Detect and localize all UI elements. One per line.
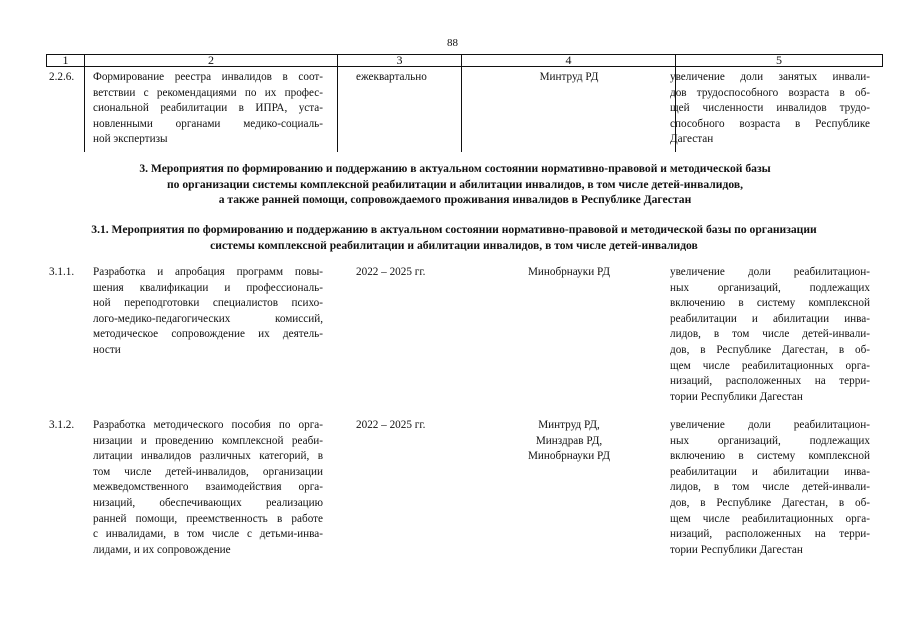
measure-text xyxy=(93,70,323,148)
executor-text xyxy=(464,418,674,465)
text-line: новленными органами медико-социаль- xyxy=(93,117,323,130)
text-line: увеличение доли занятых инвали- xyxy=(670,71,870,83)
section-3-1-heading xyxy=(44,222,864,253)
heading-line: системы комплексной реабилитации и абилитации инвалидов, в том числе детей-инвалидов xyxy=(210,238,698,252)
text-line: межведомственного взаимодействия орга- xyxy=(93,481,323,494)
section-3-heading xyxy=(40,161,870,208)
text-line: увеличение доли реабилитацион- xyxy=(670,266,870,278)
text-line: лидами, и их сопровождение xyxy=(93,543,231,556)
text-line: способного возраста в Республике xyxy=(670,117,870,130)
executor-text xyxy=(464,265,674,281)
text-line: методическое сопровождение их деятель- xyxy=(93,328,323,341)
text-line: Минобрнауки РД xyxy=(527,450,610,463)
period-text: 2022 – 2025 гг. xyxy=(356,266,426,278)
text-line: низации и проведению комплексной реаби- xyxy=(93,434,323,447)
text-line: реабилитации и абилитации инва- xyxy=(670,312,870,325)
text-line: включению в систему комплексной xyxy=(670,297,870,310)
column-header-table xyxy=(46,54,883,67)
text-line: реабилитации и абилитации инва- xyxy=(670,465,870,478)
text-line: ных организаций, подлежащих xyxy=(670,434,870,447)
heading-line: 3. Мероприятия по формированию и поддержанию в актуальном состоянии нормативно-правовой и методической базы xyxy=(139,162,771,175)
text-line: дов трудоспособного возраста в об- xyxy=(670,86,870,99)
text-line: ранней помощи, преемственность в работе xyxy=(93,512,323,525)
row-number: 3.1.1. xyxy=(49,266,75,278)
row-number: 3.1.2. xyxy=(49,419,75,431)
text-line: дов, в Республике Дагестан, в об- xyxy=(670,343,870,356)
text-line: тории Республики Дагестан xyxy=(670,390,803,403)
text-line: ветствии с рекомендациями по их профес- xyxy=(93,86,323,99)
text-line: том числе детей-инвалидов, организации xyxy=(93,465,323,478)
text-line: щем числе реабилитационных орга- xyxy=(670,512,870,525)
text-line: Минтруд РД xyxy=(539,71,599,83)
column-header-5: 5 xyxy=(676,55,883,67)
text-line: Минобрнауки РД xyxy=(527,266,610,278)
column-header-row xyxy=(47,55,883,67)
text-line: литации инвалидов различных категорий, в xyxy=(93,450,323,463)
text-line: щей численности инвалидов трудо- xyxy=(670,102,870,115)
text-line: Разработка и апробация программ повы- xyxy=(93,266,323,278)
text-line: низаций, расположенных на терри- xyxy=(670,528,870,541)
text-line: Минздрав РД, xyxy=(535,434,603,447)
measure-text xyxy=(93,265,323,359)
text-line: лого-медико-педагогических комиссий, xyxy=(93,312,323,325)
column-divider xyxy=(84,54,85,152)
text-line: ной переподготовки специалистов психо- xyxy=(93,297,323,310)
text-line: Разработка методического пособия по орга- xyxy=(93,419,323,431)
text-line: увеличение доли реабилитацион- xyxy=(670,419,870,431)
period-text: ежеквартально xyxy=(356,71,427,83)
text-line: шения квалификации и профессиональ- xyxy=(93,281,323,294)
text-line: Минтруд РД, xyxy=(538,419,600,431)
text-line: ности xyxy=(93,343,121,356)
heading-line: 3.1. Мероприятия по формированию и поддержанию в актуальном состоянии нормативно-правовой и методической базы по организации xyxy=(91,223,817,236)
text-line: ных организаций, подлежащих xyxy=(670,281,870,294)
text-line: лидов, в том числе детей-инвали- xyxy=(670,481,870,494)
text-line: ной экспертизы xyxy=(93,133,168,146)
text-line: сиональной реабилитации в ИПРА, уста- xyxy=(93,102,323,115)
column-header-1: 1 xyxy=(47,55,85,67)
result-text xyxy=(670,265,870,405)
row-number: 2.2.6. xyxy=(49,71,75,83)
text-line: щем числе реабилитационных орга- xyxy=(670,359,870,372)
text-line: Дагестан xyxy=(670,133,714,146)
column-divider xyxy=(337,54,338,152)
page-number: 88 xyxy=(447,37,458,49)
text-line: дов, в Республике Дагестан, в об- xyxy=(670,496,870,509)
column-header-2: 2 xyxy=(85,55,338,67)
period-text: 2022 – 2025 гг. xyxy=(356,419,426,431)
result-text xyxy=(670,418,870,558)
text-line: Формирование реестра инвалидов в соот- xyxy=(93,71,323,83)
column-header-3: 3 xyxy=(338,55,462,67)
text-line: низаций, обеспечивающих реализацию xyxy=(93,496,323,509)
executor-text xyxy=(464,70,674,86)
text-line: тории Республики Дагестан xyxy=(670,543,803,556)
measure-text xyxy=(93,418,323,558)
text-line: включению в систему комплексной xyxy=(670,450,870,463)
result-text xyxy=(670,70,870,148)
text-line: лидов, в том числе детей-инвали- xyxy=(670,328,870,341)
heading-line: а также ранней помощи, сопровождаемого проживания инвалидов в Республике Дагестан xyxy=(218,193,692,206)
heading-line: по организации системы комплексной реабилитации и абилитации инвалидов, в том числе детей-инвалидов, xyxy=(166,177,743,191)
column-header-4: 4 xyxy=(462,55,676,67)
column-divider xyxy=(461,54,462,152)
text-line: низаций, расположенных на терри- xyxy=(670,375,870,388)
text-line: с инвалидами, в том числе с детьми-инва- xyxy=(93,528,323,541)
